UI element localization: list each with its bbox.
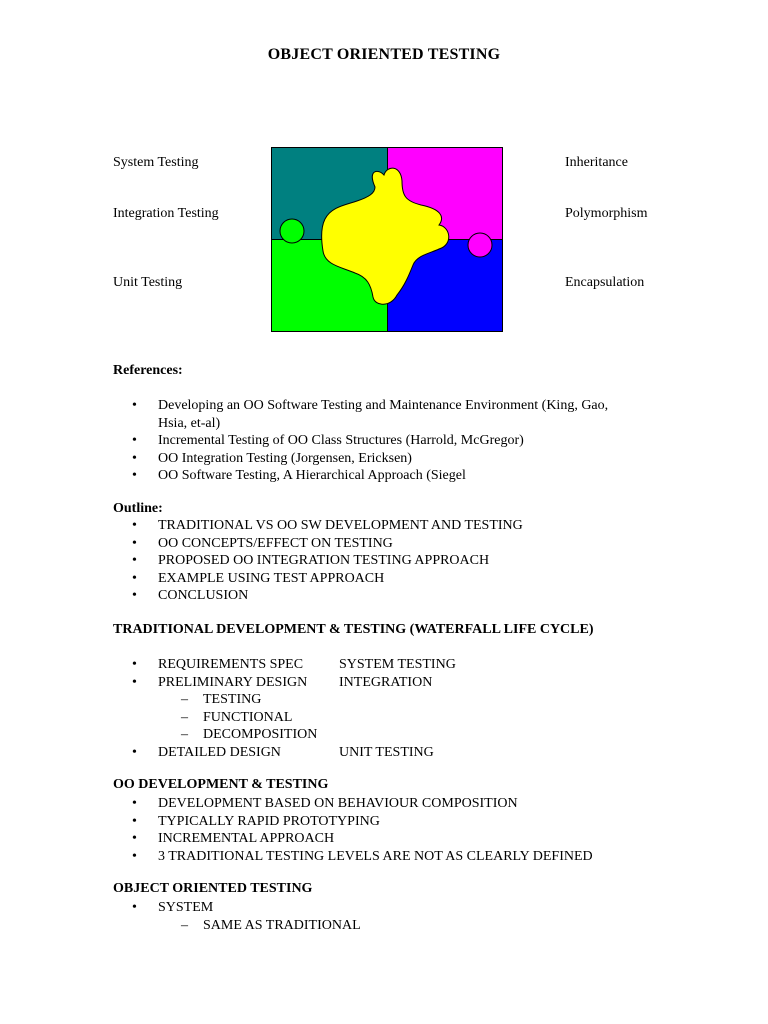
list-item: • PROPOSED OO INTEGRATION TESTING APPROACH (113, 552, 523, 570)
list-item: • INCREMENTAL APPROACH (113, 830, 593, 848)
puzzle-knob-left (280, 219, 304, 243)
list-item (113, 656, 613, 674)
label-inheritance: Inheritance (565, 155, 628, 170)
list-item (113, 744, 613, 762)
list-item: • SYSTEM (113, 899, 361, 917)
oo-testing-list (113, 899, 361, 934)
references-heading: References: (113, 363, 183, 378)
sub-list-item: – DECOMPOSITION (113, 726, 613, 744)
label-polymorphism: Polymorphism (565, 206, 648, 221)
phase-label: PRELIMINARY DESIGN (158, 674, 308, 690)
oo-testing-heading: OBJECT ORIENTED TESTING (113, 881, 313, 896)
phase-label: DETAILED DESIGN (158, 744, 281, 760)
list-item: • OO CONCEPTS/EFFECT ON TESTING (113, 535, 523, 553)
sub-list-item: – TESTING (113, 691, 613, 709)
label-system-testing: System Testing (113, 155, 199, 170)
oo-development-list (113, 795, 593, 865)
testing-label: SYSTEM TESTING (339, 657, 456, 672)
list-item: • CONCLUSION (113, 587, 523, 605)
puzzle-knob-right (468, 233, 492, 257)
label-integration-testing: Integration Testing (113, 206, 219, 221)
list-item: • Incremental Testing of OO Class Structures (Harrold, McGregor) (113, 432, 608, 450)
sub-list-item: – SAME AS TRADITIONAL (113, 917, 361, 935)
list-item-continuation: Hsia, et-al) (158, 415, 221, 431)
traditional-heading: TRADITIONAL DEVELOPMENT & TESTING (WATERFALL LIFE CYCLE) (113, 622, 594, 637)
label-unit-testing: Unit Testing (113, 275, 183, 290)
sub-list-item: – FUNCTIONAL (113, 709, 613, 727)
traditional-list (113, 656, 613, 761)
phase-label: REQUIREMENTS SPEC (158, 657, 304, 672)
testing-label: INTEGRATION (339, 674, 433, 690)
list-item: • TRADITIONAL VS OO SW DEVELOPMENT AND TESTING (113, 517, 523, 535)
list-item: • 3 TRADITIONAL TESTING LEVELS ARE NOT AS CLEARLY DEFINED (113, 848, 593, 866)
list-item (113, 674, 613, 692)
references-list (113, 397, 608, 485)
page-title: OBJECT ORIENTED TESTING (267, 46, 501, 63)
testing-label: UNIT TESTING (339, 744, 434, 760)
list-item: • OO Integration Testing (Jorgensen, Ericksen) (113, 450, 608, 468)
list-item: • DEVELOPMENT BASED ON BEHAVIOUR COMPOSITION (113, 795, 593, 813)
label-encapsulation: Encapsulation (565, 275, 645, 290)
outline-heading: Outline: (113, 501, 163, 516)
puzzle-diagram (271, 147, 503, 332)
outline-list (113, 517, 523, 605)
list-item: • Developing an OO Software Testing and Maintenance Environment (King, Gao, (113, 397, 608, 415)
list-item: • OO Software Testing, A Hierarchical Approach (Siegel (113, 467, 608, 485)
list-item: • EXAMPLE USING TEST APPROACH (113, 570, 523, 588)
oo-development-heading: OO DEVELOPMENT & TESTING (113, 777, 329, 792)
list-item: • TYPICALLY RAPID PROTOTYPING (113, 813, 593, 831)
